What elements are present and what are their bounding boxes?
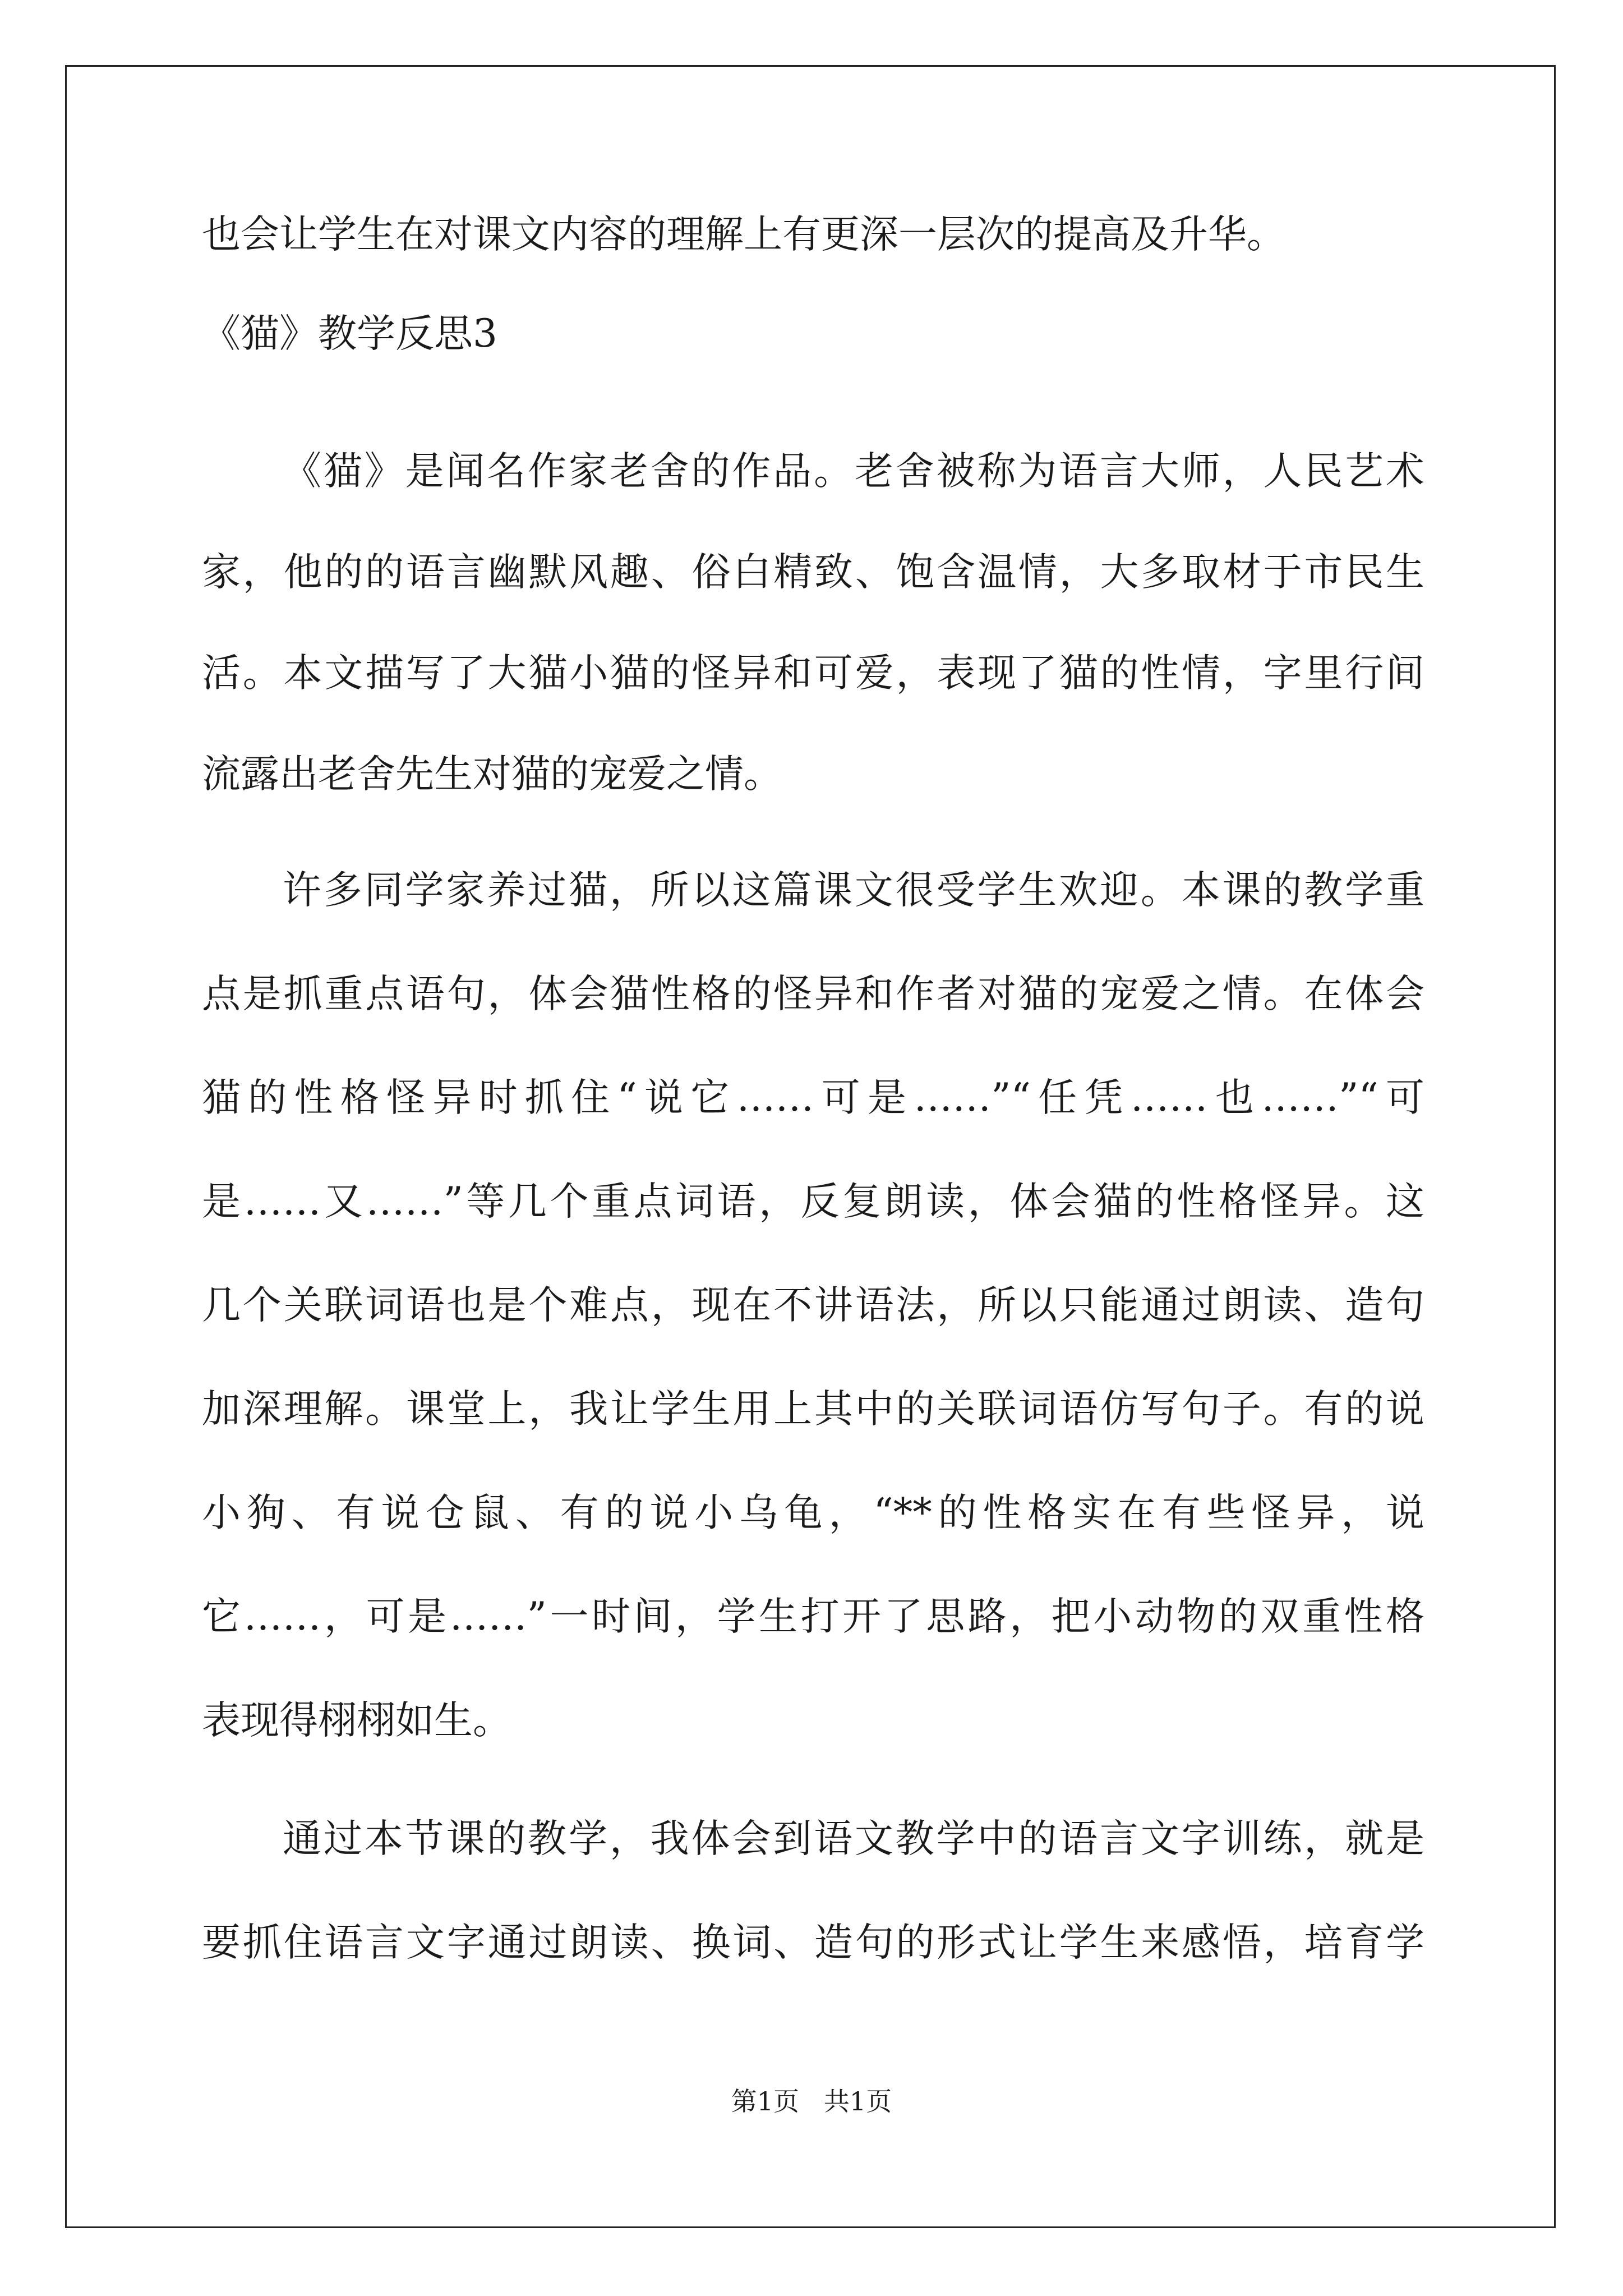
page-border (65, 65, 1556, 2228)
paragraph-2-line-6: 加深理解。课堂上，我让学生用上其中的关联词语仿写句子。有的说 (202, 1387, 1424, 1432)
paragraph-2-line-4: 是……又……”等几个重点词语，反复朗读，体会猫的性格怪异。这 (202, 1179, 1424, 1224)
paragraph-1-line-4: 流露出老舍先生对猫的宠爱之情。 (202, 752, 782, 797)
paragraph-2-line-2: 点是抓重点语句，体会猫性格的怪异和作者对猫的宠爱之情。在体会 (202, 972, 1424, 1016)
paragraph-2-line-3: 猫的性格怪异时抓住“说它……可是……”“任凭……也……”“可 (202, 1075, 1424, 1120)
text-line-continuation: 也会让学生在对课文内容的理解上有更深一层次的提高及升华。 (202, 212, 1285, 257)
section-heading: 《猫》教学反思3 (202, 311, 497, 356)
paragraph-1-line-3: 活。本文描写了大猫小猫的怪异和可爱，表现了猫的性情，字里行间 (202, 651, 1424, 696)
page-number: 第1页 共1页 (731, 2086, 892, 2116)
paragraph-3-line-2: 要抓住语言文字通过朗读、换词、造句的形式让学生来感悟，培育学 (202, 1920, 1424, 1965)
paragraph-2-line-7: 小狗、有说仓鼠、有的说小乌龟，“**的性格实在有些怪异，说 (202, 1490, 1424, 1535)
paragraph-2-line-9: 表现得栩栩如生。 (202, 1698, 511, 1743)
paragraph-2-line-5: 几个关联词语也是个难点，现在不讲语法，所以只能通过朗读、造句 (202, 1283, 1424, 1328)
paragraph-1-line-1: 《猫》是闻名作家老舍的作品。老舍被称为语言大师，人民艺术 (283, 449, 1424, 494)
page-footer (0, 2085, 1623, 2118)
paragraph-2-line-1: 许多同学家养过猫，所以这篇课文很受学生欢迎。本课的教学重 (283, 868, 1424, 913)
paragraph-2-line-8: 它……，可是……”一时间，学生打开了思路，把小动物的双重性格 (202, 1594, 1424, 1639)
paragraph-3-line-1: 通过本节课的教学，我体会到语文教学中的语言文字训练，就是 (283, 1816, 1424, 1861)
paragraph-1-line-2: 家，他的的语言幽默风趣、俗白精致、饱含温情，大多取材于市民生 (202, 550, 1424, 595)
